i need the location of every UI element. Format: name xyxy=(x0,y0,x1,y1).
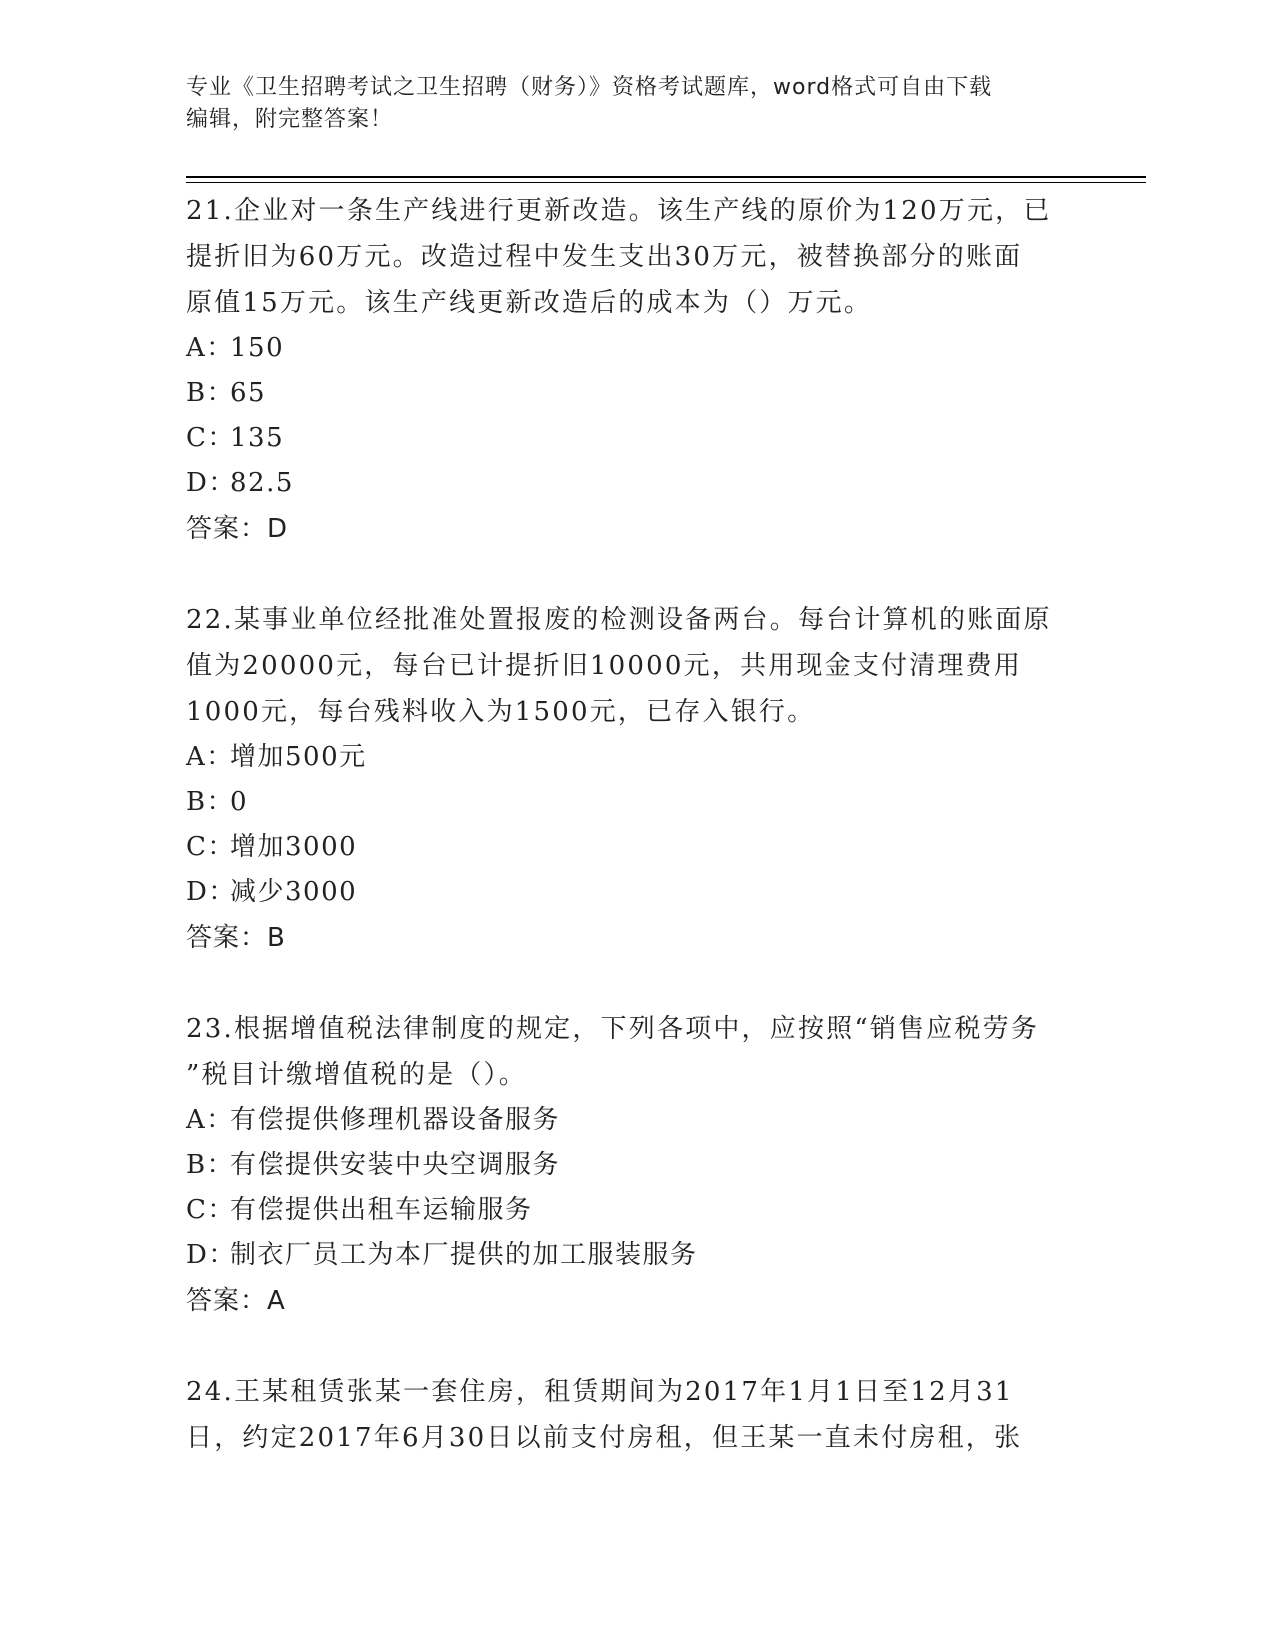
question-24-stem xyxy=(186,1369,1086,1461)
option-key: D： xyxy=(186,1240,236,1270)
option-key: B： xyxy=(186,787,235,817)
header-line-1: 专业《卫生招聘考试之卫生招聘（财务）》资格考试题库，word格式可自由下载 xyxy=(186,75,993,100)
document-header xyxy=(186,72,1086,136)
answer-line: 答案：B xyxy=(186,923,286,953)
question-line: 21.企业对一条生产线进行更新改造。该生产线的原价为120万元，已 xyxy=(186,196,1052,226)
question-line: 值为20000元，每台已计提折旧10000元，共用现金支付清理费用 xyxy=(186,651,1023,681)
option-a xyxy=(186,1098,1086,1143)
question-line: 提折旧为60万元。改造过程中发生支出30万元，被替换部分的账面 xyxy=(186,242,1023,272)
question-23-stem xyxy=(186,1006,1086,1098)
option-key: D： xyxy=(186,468,236,498)
question-24 xyxy=(186,1369,1086,1461)
option-a xyxy=(186,326,1086,371)
answer-line: 答案：A xyxy=(186,1286,286,1316)
option-key: A： xyxy=(186,742,234,772)
option-key: A： xyxy=(186,333,234,363)
option-a xyxy=(186,735,1086,780)
header-divider-thin xyxy=(186,182,1146,183)
option-c xyxy=(186,1188,1086,1233)
option-text: 65 xyxy=(230,378,267,408)
option-c xyxy=(186,416,1086,461)
option-text: 制衣厂员工为本厂提供的加工服装服务 xyxy=(230,1240,698,1270)
option-b xyxy=(186,371,1086,416)
header-line-2: 编辑，附完整答案！ xyxy=(186,107,394,132)
question-line: 22.某事业单位经批准处置报废的检测设备两台。每台计算机的账面原 xyxy=(186,605,1052,635)
option-b xyxy=(186,1143,1086,1188)
option-key: C： xyxy=(186,832,235,862)
answer-line: 答案：D xyxy=(186,514,289,544)
option-c xyxy=(186,825,1086,870)
question-line: 1000元，每台残料收入为1500元，已存入银行。 xyxy=(186,697,816,727)
option-d xyxy=(186,1233,1086,1278)
option-text: 有偿提供安装中央空调服务 xyxy=(230,1150,561,1180)
option-key: A： xyxy=(186,1105,234,1135)
option-d xyxy=(186,870,1086,915)
option-text: 增加3000 xyxy=(230,832,358,862)
question-line: 23.根据增值税法律制度的规定，下列各项中，应按照“销售应税劳务 xyxy=(186,1014,1040,1044)
option-key: B： xyxy=(186,378,235,408)
option-text: 150 xyxy=(230,333,285,363)
option-text: 0 xyxy=(230,787,249,817)
option-text: 82.5 xyxy=(230,468,294,498)
option-key: D： xyxy=(186,877,236,907)
question-line: 24.王某租赁张某一套住房，租赁期间为2017年1月1日至12月31 xyxy=(186,1377,1014,1407)
question-line: 日，约定2017年6月30日以前支付房租，但王某一直未付房租，张 xyxy=(186,1423,1023,1453)
question-list xyxy=(186,188,1086,1461)
option-text: 135 xyxy=(230,423,285,453)
question-22-stem xyxy=(186,597,1086,735)
option-key: B： xyxy=(186,1150,235,1180)
option-d xyxy=(186,461,1086,506)
question-line: 原值15万元。该生产线更新改造后的成本为（）万元。 xyxy=(186,288,873,318)
option-text: 减少3000 xyxy=(230,877,358,907)
option-text: 有偿提供修理机器设备服务 xyxy=(230,1105,561,1135)
question-21-stem xyxy=(186,188,1086,326)
question-21 xyxy=(186,188,1086,552)
option-text: 有偿提供出租车运输服务 xyxy=(230,1195,533,1225)
option-text: 增加500元 xyxy=(230,742,367,772)
header-divider-thick xyxy=(186,176,1146,178)
option-b xyxy=(186,780,1086,825)
question-22 xyxy=(186,597,1086,961)
question-23 xyxy=(186,1006,1086,1324)
question-line: ”税目计缴增值税的是（）。 xyxy=(186,1060,527,1090)
option-key: C： xyxy=(186,1195,235,1225)
option-key: C： xyxy=(186,423,235,453)
